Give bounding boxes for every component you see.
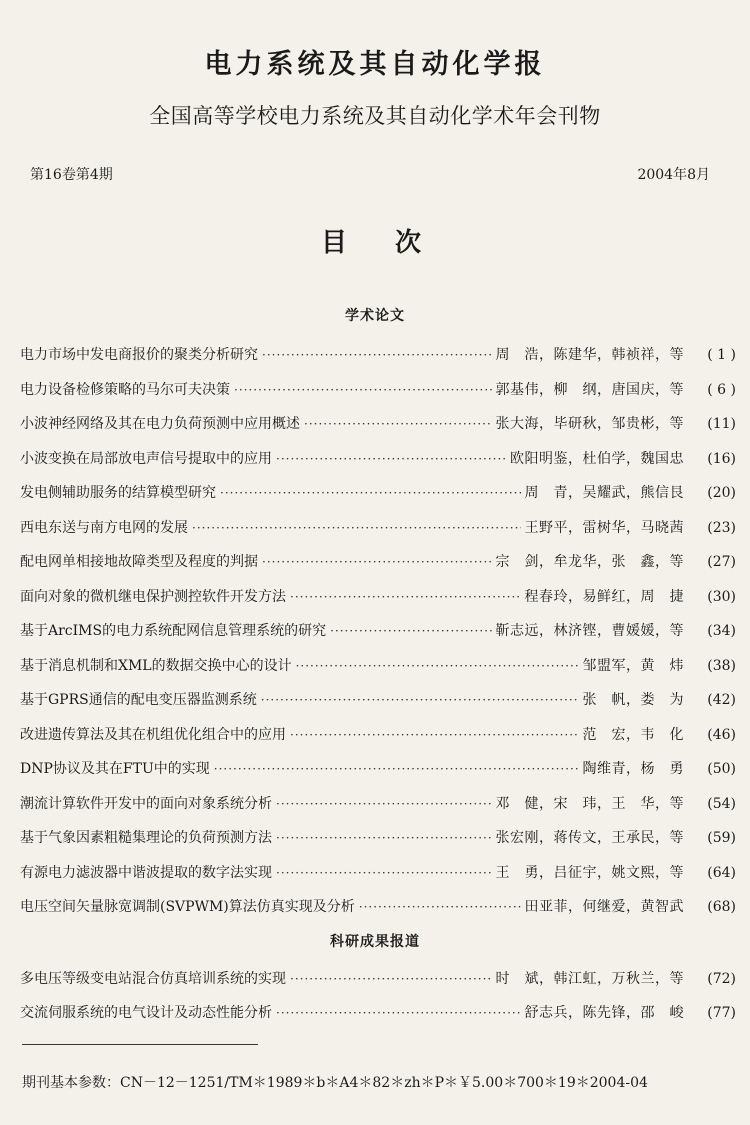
entry-page: (50) [707,761,736,777]
entry-title: 小波变换在局部放电声信号提取中的应用 [20,450,272,467]
entry-page: (11) [707,416,736,432]
entry-authors: 邓 健，宋 玮，王 华，等 [495,795,684,812]
entry-authors: 周 青，吴耀武，熊信艮 [524,485,684,501]
toc-entry[interactable] [20,379,736,401]
entry-page: (23) [707,519,736,536]
volume-issue: 第16卷第4期 [30,167,113,183]
entry-page: (20) [707,485,736,501]
entry-page: (34) [707,623,736,639]
entry-page: (54) [707,795,736,812]
entry-page: (59) [707,830,736,846]
entry-page: (64) [707,864,736,881]
entry-page: (68) [707,899,736,915]
entry-title: 电压空间矢量脉宽调制(SVPWM)算法仿真实现及分析 [20,899,355,915]
footer-rule [22,1044,258,1045]
entry-title: 基于GPRS通信的配电变压器监测系统 [20,692,257,708]
leader-dots [276,866,492,880]
leader-dots [290,972,492,986]
entry-authors: 邹盟军，黄 炜 [582,657,684,674]
entry-page: (46) [707,726,736,743]
toc-heading: 目次 [320,228,469,258]
toc-entry[interactable] [20,793,736,815]
entry-title: 有源电力滤波器中谐波提取的数字法实现 [20,864,272,881]
entry-page: (42) [707,692,736,708]
toc-entry[interactable] [20,517,736,539]
entry-authors: 范 宏，韦 化 [582,726,684,743]
leader-dots [276,1006,521,1020]
entry-page: ( 1 ) [707,347,736,363]
issue-date: 2004年8月 [637,167,710,183]
toc-entry[interactable] [20,862,736,884]
entry-title: 电力市场中发电商报价的聚类分析研究 [20,347,258,363]
toc-entry[interactable] [20,413,736,435]
leader-dots [290,590,521,604]
entry-authors: 宗 剑，牟龙华，张 鑫，等 [495,554,684,570]
toc-entry[interactable] [20,1002,736,1024]
leader-dots [304,417,492,431]
entry-page: ( 6 ) [707,381,736,398]
entry-title: 多电压等级变电站混合仿真培训系统的实现 [20,971,286,987]
toc-entry[interactable] [20,655,736,677]
entry-title: 面向对象的微机继电保护测控软件开发方法 [20,588,286,605]
entry-page: (77) [707,1005,736,1021]
entry-authors: 张大海，毕研秋，邹贵彬，等 [495,416,684,432]
entry-page: (38) [707,657,736,674]
entry-title: 电力设备检修策略的马尔可夫决策 [20,381,230,398]
toc-entry[interactable] [20,448,736,470]
entry-title: DNP协议及其在FTU中的实现 [20,761,210,777]
toc-entry[interactable] [20,689,736,711]
toc-entry[interactable] [20,586,736,608]
leader-dots [262,348,492,362]
entry-title: 改进遗传算法及其在机组优化组合中的应用 [20,726,286,743]
toc-entry[interactable] [20,968,736,990]
entry-title: 发电侧辅助服务的结算模型研究 [20,485,216,501]
entry-title: 交流伺服系统的电气设计及动态性能分析 [20,1005,272,1021]
entry-title: 基于ArcIMS的电力系统配网信息管理系统的研究 [20,623,327,639]
leader-dots [276,452,506,466]
entry-authors: 靳志远，林济铿，曹媛媛，等 [495,623,684,639]
entry-title: 潮流计算软件开发中的面向对象系统分析 [20,795,272,812]
entry-authors: 张宏刚，蒋传文，王承民，等 [495,830,684,846]
toc-entry[interactable] [20,724,736,746]
entry-authors: 陶维青，杨 勇 [582,761,684,777]
leader-dots [220,486,521,500]
entry-title: 基于气象因素粗糙集理论的负荷预测方法 [20,830,272,846]
leader-dots [330,624,491,638]
entry-authors: 张 帆，娄 为 [582,692,684,708]
toc-entry[interactable] [20,896,736,918]
leader-dots [276,797,492,811]
entry-authors: 欧阳明鉴，杜伯学，魏国忠 [510,450,684,467]
leader-dots [261,693,579,707]
entry-authors: 程春玲，易鲜红，周 捷 [524,588,684,605]
leader-dots [290,728,579,742]
entry-authors: 田亚菲，何继爱，黄智武 [524,899,684,915]
entry-authors: 王 勇，吕征宇，姚文熙，等 [495,864,684,881]
leader-dots [192,521,521,535]
entry-page: (16) [707,450,736,467]
toc-entry[interactable] [20,482,736,504]
entry-page: (27) [707,554,736,570]
entry-authors: 王野平，雷树华，马晓茜 [524,519,684,536]
toc-entry[interactable] [20,344,736,366]
leader-dots [296,659,579,673]
leader-dots [214,762,579,776]
leader-dots [234,383,492,397]
entry-authors: 舒志兵，陈先锋，邵 峻 [524,1005,684,1021]
section-heading: 科研成果报道 [330,934,420,950]
entry-authors: 周 浩，陈建华，韩祯祥，等 [495,347,684,363]
entry-title: 西电东送与南方电网的发展 [20,519,188,536]
toc-entry[interactable] [20,620,736,642]
journal-title: 电力系统及其自动化学报 [204,49,546,80]
section-heading: 学术论文 [345,308,405,324]
leader-dots [262,555,492,569]
entry-title: 配电网单相接地故障类型及程度的判据 [20,554,258,570]
toc-entry[interactable] [20,551,736,573]
entry-authors: 郭基伟，柳 纲，唐国庆，等 [495,381,684,398]
leader-dots [276,831,492,845]
entry-page: (72) [707,971,736,987]
journal-subtitle: 全国高等学校电力系统及其自动化学术年会刊物 [149,104,601,128]
journal-params: 期刊基本参数：CN－12－1251/TM＊1989＊b＊A4＊82＊zh＊P＊￥5.00＊700＊19＊2004-04 [22,1075,648,1091]
entry-authors: 时 斌，韩江虹，万秋兰，等 [495,971,684,987]
entry-page: (30) [707,588,736,605]
entry-title: 小波神经网络及其在电力负荷预测中应用概述 [20,416,300,432]
entry-title: 基于消息机制和XML的数据交换中心的设计 [20,657,292,674]
toc-entry[interactable] [20,758,736,780]
toc-entry[interactable] [20,827,736,849]
leader-dots [359,900,521,914]
